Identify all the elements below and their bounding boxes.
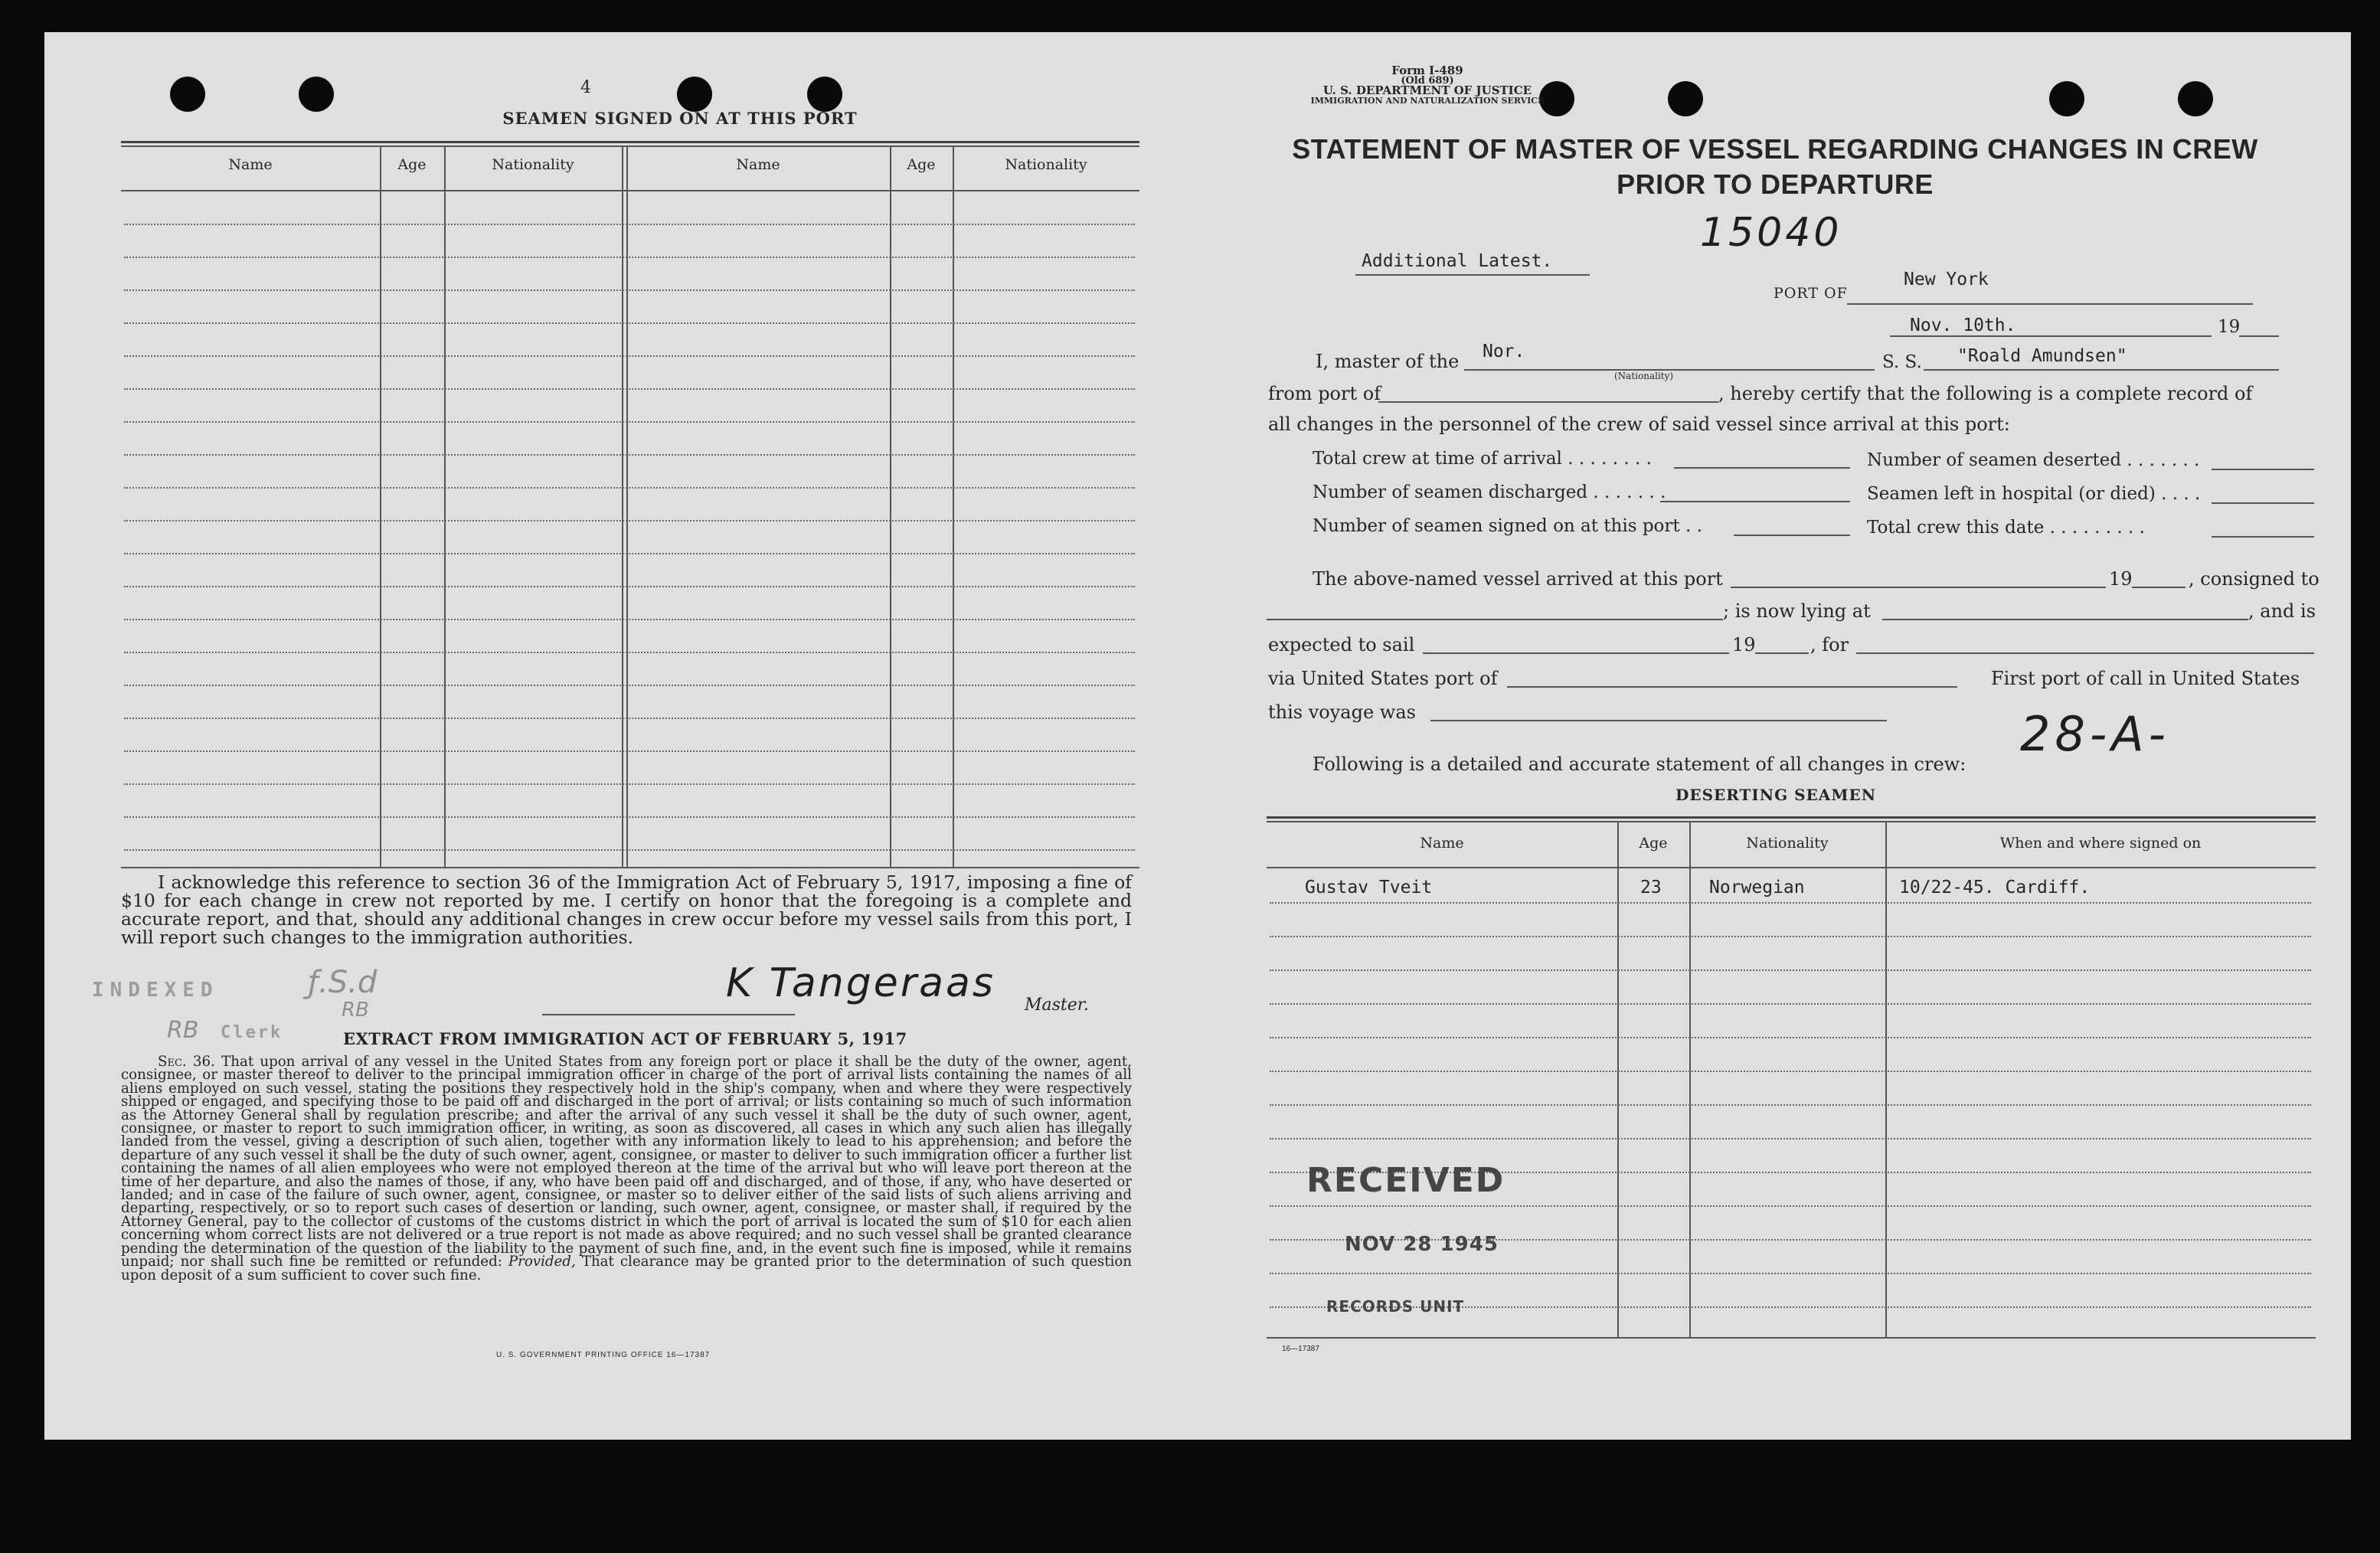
col-header-signed-on: When and where signed on [1999, 835, 2202, 852]
service: IMMIGRATION AND NATURALIZATION SERVICE [1310, 96, 1545, 106]
initials: RB [342, 999, 369, 1022]
handwritten-number: 15040 [1700, 210, 1842, 256]
following-text: Following is a detailed and accurate statement of all changes in crew: [1313, 754, 1966, 775]
form-title-line2: PRIOR TO DEPARTURE [1617, 168, 1934, 200]
received-stamp: RECEIVED [1306, 1161, 1505, 1200]
col-header-age: Age [1639, 835, 1668, 852]
punch-hole [2049, 81, 2084, 116]
master-of-label: I, master of the [1316, 351, 1460, 372]
col-header-nationality: Nationality [1746, 835, 1829, 852]
col-header-nationality: Nationality [492, 156, 574, 173]
via-port: via United States port of [1268, 668, 1498, 689]
department: U. S. DEPARTMENT OF JUSTICE [1322, 83, 1532, 97]
punch-hole [299, 77, 334, 112]
extract-section-lead: Sec. 36. [158, 1054, 215, 1070]
stat-total-crew-date: Total crew this date . . . . . . . . . [1867, 518, 2145, 538]
port-label: PORT OF [1774, 285, 1848, 302]
col-header-age: Age [397, 156, 427, 173]
year-19: 19 [1732, 634, 1756, 656]
form-title-line1: STATEMENT OF MASTER OF VESSEL REGARDING CHANGES IN CREW [1292, 133, 2258, 165]
certify-text-2: all changes in the personnel of the crew of said vessel since arrival at this port: [1268, 414, 2010, 435]
arrived-text: The above-named vessel arrived at this port [1313, 568, 1723, 590]
for-label: , for [1810, 634, 1849, 656]
row-name: Gustav Tveit [1305, 878, 1433, 897]
col-header-name: Name [1420, 835, 1464, 852]
master-label: Master. [1025, 996, 1089, 1015]
certify-text: , hereby certify that the following is a complete record of [1718, 383, 2253, 404]
additional-note: Additional Latest. [1362, 251, 1553, 271]
this-voyage: this voyage was [1268, 701, 1416, 723]
punch-hole [2178, 81, 2213, 116]
acknowledgement-text: I acknowledge this reference to section 36 of the Immigration Act of February 5, 1917, imposing a fine of $10 for each change in crew not reported by me. I certify on honor that the foregoing is a complete and accurate report, and that, should any additional changes in crew occur before my vessel sails from this port, I will report such changes to the immigration authorities. [121, 871, 1132, 948]
document-sheet [44, 32, 2351, 1440]
stat-total-crew-arrival: Total crew at time of arrival . . . . . . . . [1313, 449, 1652, 469]
page-number: 4 [580, 78, 591, 97]
master-signature: K Tangeraas [726, 960, 995, 1006]
extract-body [121, 1055, 1132, 1282]
indexed-stamp: INDEXED [92, 979, 219, 1002]
footer-code: 16—17387 [1282, 1345, 1319, 1353]
form-number: Form I-489 [1391, 64, 1463, 77]
deserting-title: DESERTING SEAMEN [1675, 786, 1876, 804]
punch-hole [1668, 81, 1703, 116]
printing-office: U. S. GOVERNMENT PRINTING OFFICE 16—17387 [496, 1351, 711, 1359]
port-value: New York [1904, 270, 1989, 289]
punch-hole [807, 77, 842, 112]
initials: RB [167, 1017, 199, 1044]
records-unit: RECORDS UNIT [1326, 1297, 1465, 1316]
stat-seamen-deserted: Number of seamen deserted . . . . . . . [1867, 450, 2200, 470]
stat-seamen-discharged: Number of seamen discharged . . . . . . . [1313, 482, 1666, 502]
from-port-label: from port of [1268, 383, 1381, 404]
col-header-nationality: Nationality [1005, 156, 1087, 173]
row-age: 23 [1640, 878, 1662, 897]
col-header-name: Name [228, 156, 273, 173]
punch-hole [677, 77, 712, 112]
handwritten-code: 28-A- [2020, 706, 2171, 762]
extract-text: That upon arrival of any vessel in the United States from any foreign port or place it shall be the duty of the owner, agent, consignee, or master thereof to deliver to the principal immigration officer in charge of the port of arrival lists containing the names of all aliens employed on such vessel, stating the positions they respectively hold in the ship's company, when and where they were respectively shipped or engaged, and specifying those to be paid off and discharged in the port of arrival; or lists containing so much of such information as the Attorney General shall by regulation prescribe; and after the arrival of any such vessel it shall be the duty of such owner, agent, consignee, or master to report to such immigration officer, in writing, as soon as discovered, all cases in which any such alien has illegally landed from the vessel, giving a description of such alien, together with any information likely to lead to his apprehension; and before the departure of any such vessel it shall be the duty of such owner, agent, consignee, or master to deliver to such immigration officer a further list containing the names of all alien employees who were not employed thereon at the time of the arrival but who will leave port thereon at the time of her departure, and also the names of those, if any, who have been paid off and discharged, and of those, if any, who have deserted or landed; and in case of the failure of such owner, agent, consignee, or master so to deliver either of the said lists of such aliens arriving and departing, respectively, or so to report such cases of desertion or landing, such owner, agent, consignee, or master shall, if required by the Attorney General, pay to the collector of customs of the customs district in which the port of arrival is located the sum of $10 for each alien concerning whom correct lists are not delivered or a true report is not made as above required; and no such vessel shall be granted clearance pending the determination of the question of the liability to the payment of such fine, and, in the event such fine is imposed, while it remains unpaid; nor shall such fine be remitted or refunded: [121, 1054, 1132, 1270]
consigned-to: , consigned to [2189, 568, 2320, 590]
nationality-caption: (Nationality) [1614, 371, 1674, 381]
stat-seamen-signed-on: Number of seamen signed on at this port . . [1313, 516, 1702, 536]
extract-title: EXTRACT FROM IMMIGRATION ACT OF FEBRUARY 5, 1917 [343, 1029, 907, 1048]
and-is: , and is [2248, 600, 2316, 622]
year-prefix: 19 [2218, 317, 2241, 337]
col-header-name: Name [736, 156, 780, 173]
clerk-stamp: Clerk [221, 1023, 283, 1042]
lying-at: ; is now lying at [1723, 600, 1871, 622]
form-title [1270, 132, 2280, 202]
expected-to-sail: expected to sail [1268, 634, 1415, 656]
section-title: SEAMEN SIGNED ON AT THIS PORT [502, 109, 858, 128]
extract-provided: Provided, [508, 1254, 576, 1270]
stat-seamen-hospital: Seamen left in hospital (or died) . . . . [1867, 484, 2201, 504]
row-nationality: Norwegian [1709, 878, 1805, 897]
form-header [1267, 66, 1588, 106]
form-old: (Old 689) [1401, 75, 1454, 87]
initials: ƒ.S.d [308, 965, 378, 1000]
row-signed-on: 10/22-45. Cardiff. [1899, 878, 2091, 897]
received-date: NOV 28 1945 [1345, 1233, 1499, 1256]
year-19: 19 [2109, 568, 2133, 590]
date-value: Nov. 10th. [1910, 316, 2016, 335]
col-header-age: Age [907, 156, 936, 173]
vessel-name: "Roald Amundsen" [1957, 346, 2127, 366]
punch-hole [170, 77, 205, 112]
nationality-value: Nor. [1483, 342, 1525, 361]
extract-tail: That clearance may be granted prior to the determination of such question upon deposit of a sum sufficient to cover such fine. [121, 1254, 1132, 1283]
ss-label: S. S. [1882, 352, 1922, 372]
first-port: First port of call in United States [1991, 668, 2300, 689]
